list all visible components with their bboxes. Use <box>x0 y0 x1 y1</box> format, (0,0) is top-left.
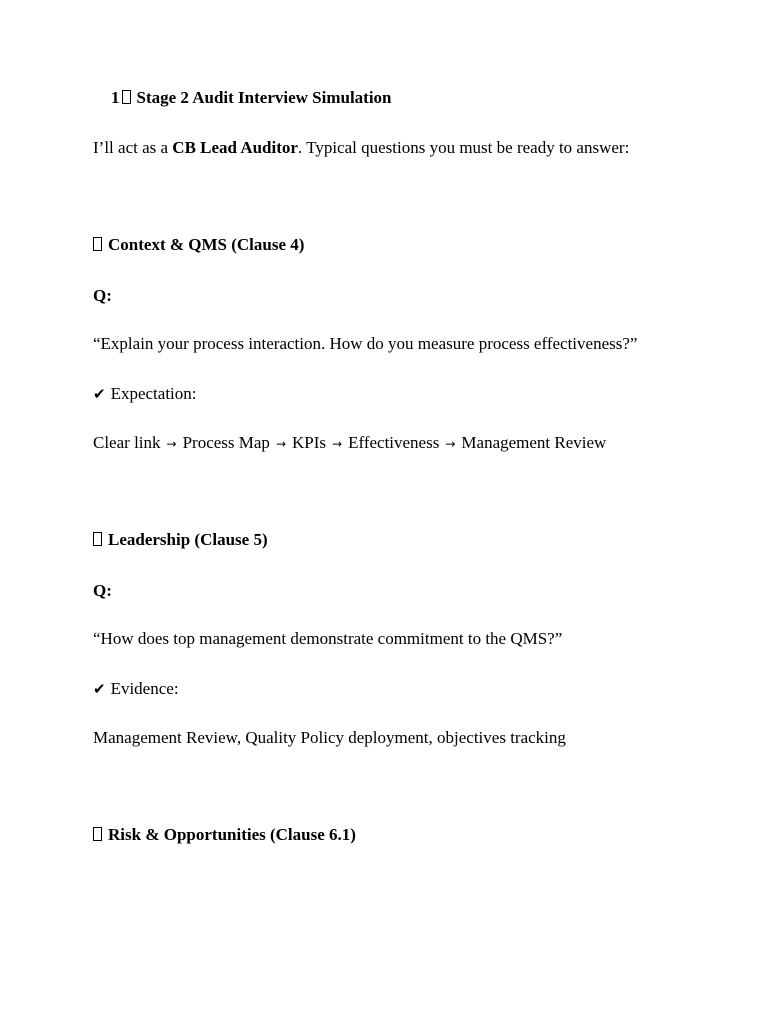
missing-glyph-icon <box>93 237 102 251</box>
section-heading-context <box>93 235 304 255</box>
intro-suffix: . Typical questions you must be ready to answer: <box>297 138 630 157</box>
missing-glyph-icon <box>93 532 102 546</box>
arrow-right-icon: → <box>445 437 456 451</box>
intro-paragraph <box>93 138 629 158</box>
evidence-line <box>93 679 179 699</box>
section-heading-text: Context & QMS (Clause 4) <box>108 235 305 254</box>
q-label: Q: <box>93 581 112 600</box>
section-heading-risk <box>93 825 356 845</box>
section-heading-text: Risk & Opportunities (Clause 6.1) <box>108 825 356 844</box>
section-heading-leadership <box>93 530 268 550</box>
answer-prefix: Clear link <box>93 433 161 452</box>
title-number: 1 <box>111 88 120 107</box>
q-label: Q: <box>93 286 112 305</box>
answer-step: Management Review <box>461 433 607 452</box>
question-text: “Explain your process interaction. How do you measure process effectiveness?” <box>93 334 638 353</box>
section-heading-text: Leadership (Clause 5) <box>108 530 268 549</box>
intro-prefix: I’ll act as a <box>93 138 173 157</box>
question-text: “How does top management demonstrate commitment to the QMS?” <box>93 629 563 648</box>
arrow-right-icon: → <box>166 437 177 451</box>
evidence-text: Management Review, Quality Policy deployment, objectives tracking <box>93 728 566 747</box>
document-title <box>111 88 392 108</box>
expectation-label: Expectation: <box>110 384 197 403</box>
check-mark-icon: ✔ <box>93 680 106 698</box>
check-mark-icon: ✔ <box>93 385 106 403</box>
missing-glyph-icon <box>122 90 131 104</box>
answer-step: Process Map <box>182 433 270 452</box>
expectation-line <box>93 384 197 404</box>
title-text: Stage 2 Audit Interview Simulation <box>136 88 392 107</box>
intro-role: CB Lead Auditor <box>172 138 298 157</box>
answer-flow <box>93 433 606 454</box>
missing-glyph-icon <box>93 827 102 841</box>
arrow-right-icon: → <box>332 437 343 451</box>
answer-step: KPIs <box>292 433 327 452</box>
evidence-label: Evidence: <box>110 679 179 698</box>
answer-step: Effectiveness <box>348 433 440 452</box>
arrow-right-icon: → <box>275 437 286 451</box>
